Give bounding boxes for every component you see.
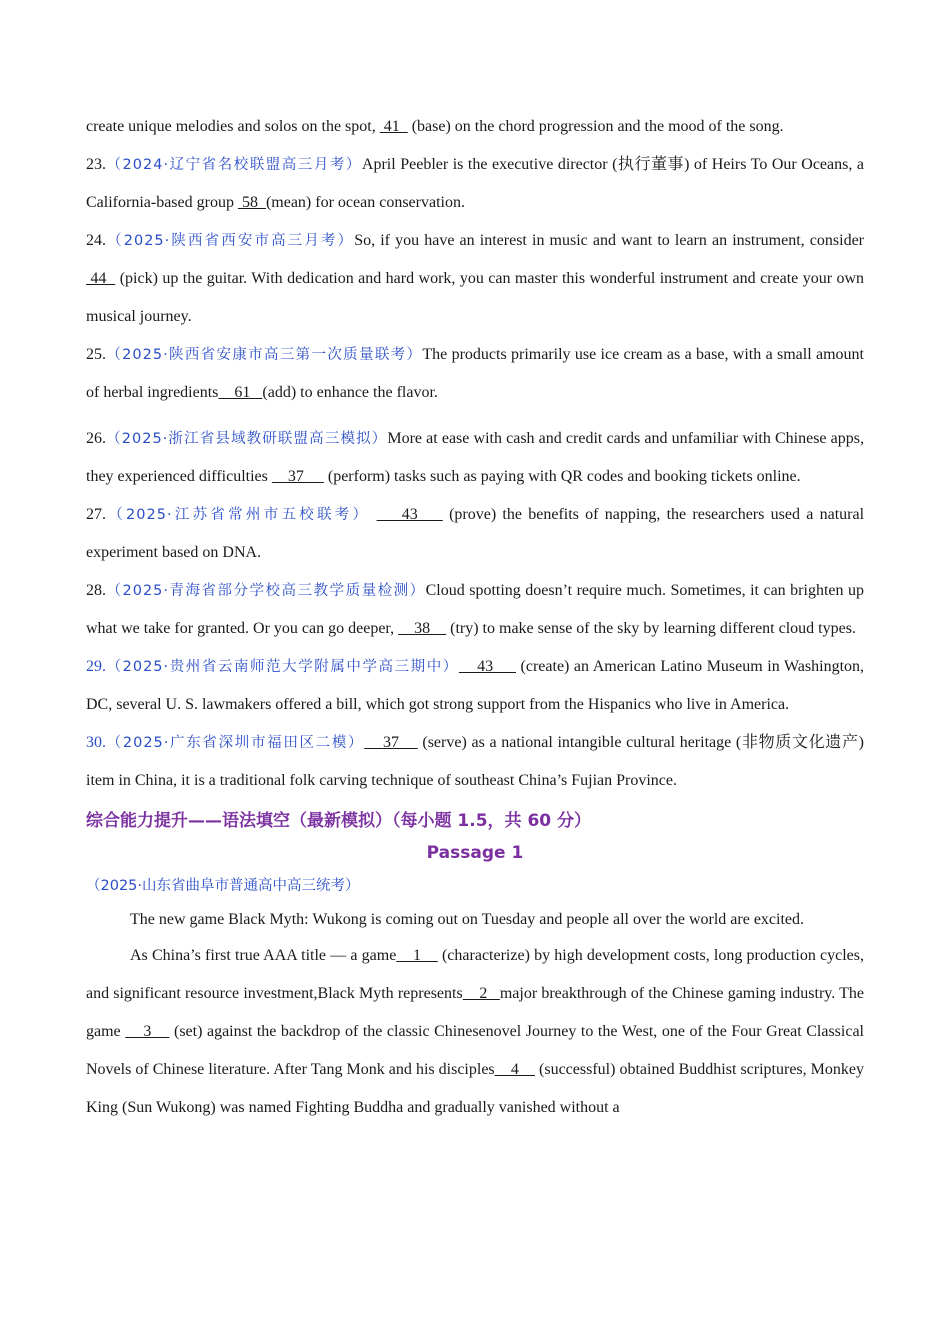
question-source: （2025·广东省深圳市福田区二模） [106, 735, 365, 751]
blank-37[interactable]: 37 [271, 468, 324, 485]
blank-43[interactable]: 43 [376, 506, 443, 523]
question-source: （2025·浙江省县域教研联盟高三模拟） [106, 431, 388, 447]
document-page [86, 108, 864, 1127]
question-25: 25.（2025·陕西省安康市高三第一次质量联考）The products primarily use ice cream as a base, with a small amount of herbal ingredients 61 (add) to enhance the flavor. [86, 346, 864, 401]
question-29: 29.（2025·贵州省云南师范大学附属中学高三期中） 43 (create) an American Latino Museum in Washington, DC, several U. S. lawmakers offered a bill, which got strong support from the Hispanics who live in America. [86, 658, 865, 713]
blank-37b[interactable]: 37 [364, 734, 418, 751]
question-source: （2025·青海省部分学校高三教学质量检测） [106, 583, 426, 599]
blank-61[interactable]: 61 [218, 384, 263, 401]
question-22-continuation: create unique melodies and solos on the spot, 41 (base) on the chord progression and the mood of the song. [86, 118, 784, 135]
blank-38[interactable]: 38 [398, 620, 447, 637]
question-27: 27.（2025·江苏省常州市五校联考） 43 (prove) the benefits of napping, the researchers used a natural experiment based on DNA. [86, 506, 865, 561]
question-26: 26.（2025·浙江省县域教研联盟高三模拟）More at ease with cash and credit cards and unfamiliar with Chinese apps, they experienced difficulties 37 (perform) tasks such as paying with QR codes and booking tickets online. [86, 430, 864, 485]
blank-4[interactable]: 4 [494, 1061, 535, 1078]
section-title: 综合能力提升——语法填空（最新模拟）（每小题 1.5，共 60 分） [86, 811, 592, 831]
question-28: 28.（2025·青海省部分学校高三教学质量检测）Cloud spotting doesn’t require much. Sometimes, it can brighten up what we take for granted. Or you can go deeper, 38 (try) to make sense of the sky by learning different cloud types. [86, 582, 864, 637]
blank-41[interactable]: 41 [379, 118, 408, 135]
blank-3[interactable]: 3 [125, 1023, 170, 1040]
passage-title: Passage 1 [426, 843, 524, 863]
question-source: （2025·江苏省常州市五校联考） [106, 507, 371, 523]
question-24: 24.（2025·陕西省西安市高三月考）So, if you have an interest in music and want to learn an instrument, consider 44 (pick) up the guitar. With dedication and hard work, you can master this wonderful instrument and create your own musical journey. [86, 232, 864, 325]
passage-paragraph-2: As China’s first true AAA title — a game 1 (characterize) by high development costs, long production cycles, and significant resource investment,Black Myth represents 2 major breakthrough of the Chinese gaming industry. The game 3 (set) against the backdrop of the classic Chinesenovel Journey to the West, one of the Four Great Classical Novels of Chinese literature. After Tang Monk and his disciples 4 (successful) obtained Buddhist scriptures, Monkey King (Sun Wukong) was named Fighting Buddha and gradually vanished without a [86, 947, 865, 1116]
question-source: （2025·陕西省西安市高三月考） [106, 233, 355, 249]
question-23: 23.（2024·辽宁省名校联盟高三月考）April Peebler is the executive director (执行董事) of Heirs To Our Oceans, a California-based group 58 (mean) for ocean conservation. [86, 156, 864, 211]
question-source: （2024·辽宁省名校联盟高三月考） [106, 157, 362, 173]
blank-1[interactable]: 1 [396, 947, 438, 964]
passage-source: （2025·山东省曲阜市普通高中高三统考） [86, 878, 360, 894]
blank-43b[interactable]: 43 [458, 658, 516, 675]
blank-58[interactable]: 58 [237, 194, 266, 211]
question-source: （2025·陕西省安康市高三第一次质量联考） [106, 347, 423, 363]
blank-44[interactable]: 44 [86, 270, 116, 287]
passage-paragraph-1: The new game Black Myth: Wukong is coming out on Tuesday and people all over the world are excited. [130, 911, 805, 928]
question-30: 30.（2025·广东省深圳市福田区二模） 37 (serve) as a national intangible cultural heritage (非物质文化遗产) item in China, it is a traditional folk carving technique of southeast China’s Fujian Province. [86, 734, 864, 789]
blank-2[interactable]: 2 [462, 985, 500, 1002]
question-source: （2025·贵州省云南师范大学附属中学高三期中） [106, 659, 459, 675]
